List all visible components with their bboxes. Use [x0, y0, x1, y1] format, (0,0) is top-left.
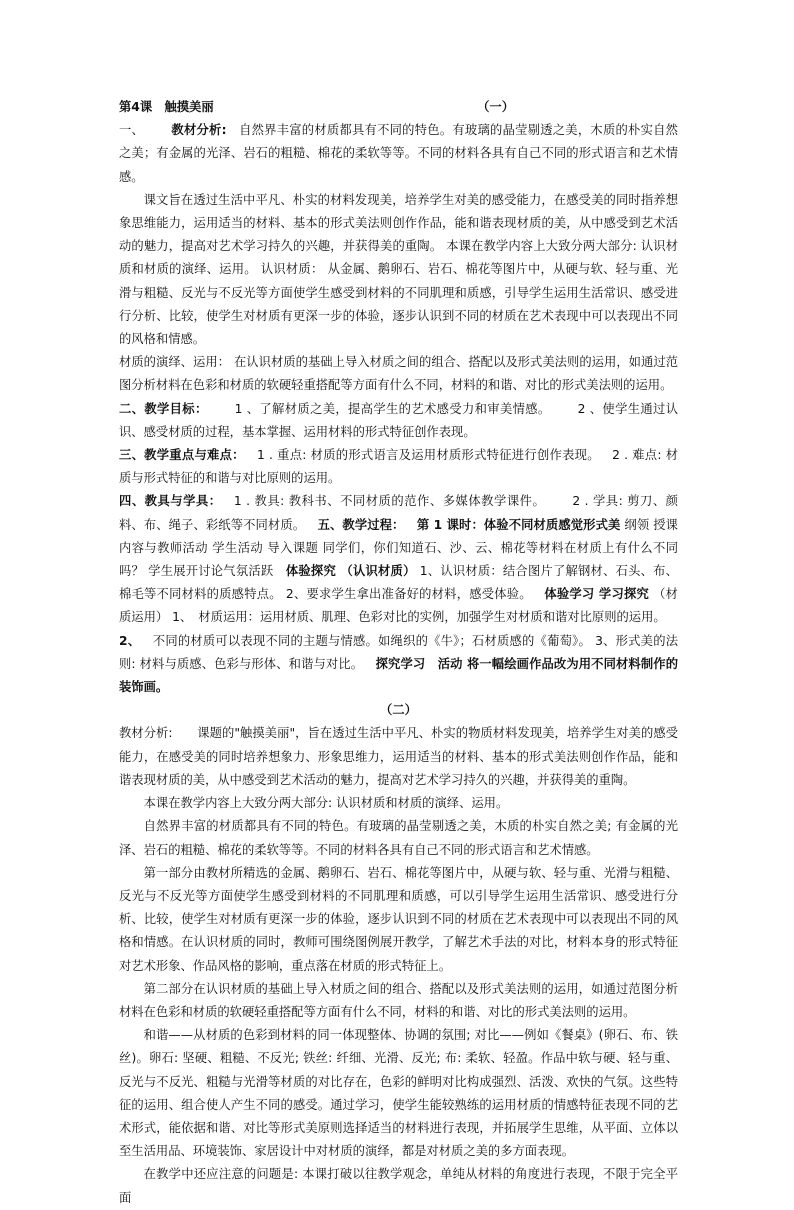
section-teaching-aids	[119, 490, 678, 699]
section-heading: 二、教学目标：	[119, 401, 208, 416]
lesson-outline: 纲领 授课内容与教师活动 学生活动 导入课题 同学们，你们知道石、沙、云、棉花等材料在材质上有什么不同吗？ 学生展开讨论气氛活跃	[119, 517, 678, 579]
paragraph-part-two-section-two: 第二部分在认识材质的基础上导入材质之间的组合、搭配以及形式美法则的运用，如通过范图分析材料在色彩和材质的软硬轻重搭配等方面有什么不同，材料的和谐、对比的形式美法则的运用。	[119, 981, 678, 1019]
section-heading: 五、教学过程：	[317, 517, 405, 532]
explore-one-text: 1、认识材质：结合图片了解钢材、石头、布、棉毛等不同材料的质感特点。 2、要求学生拿出准备好的材料，感受体验。	[119, 564, 678, 602]
section-heading: 四、教具与学具：	[119, 494, 222, 509]
paragraph-lesson-intent: 课文旨在透过生活中平凡、朴实的材料发现美，培养学生对美的感受能力，在感受美的同时指养想象思维能力，运用适当的材料、基本的形式美法则创作作品，能和谐表现材质的美，从中感受到艺术活动的魅力，提高对艺术学习持久的兴趣，并获得美的重陶。 本课在教学内容上大致分两大部分: 认识材质和材质的演绎、运用。 认识材质： 从金属、鹅卵石、岩石、棉花等图片中，从硬与软、轻与重、光滑与粗糙、反光与不反光等方面使学生感受到材料的不同肌理和质感，引导学生运用生活常识、感受进行分析、比较，使学生对材质有更深一步的体验，逐步认识到不同的材质在艺术表现中可以表现出不同的风格和情感。	[119, 192, 678, 347]
section-number: 一、	[119, 123, 145, 138]
section-heading: 教材分析:	[171, 123, 227, 138]
section-key-points	[119, 444, 678, 490]
practice-activity: 探究学习 活动 将一幅绘画作品改为用不同材料制作的装饰画。	[119, 656, 678, 695]
item-two-number: 2、	[119, 633, 141, 648]
student-aids: 2 . 学具: 剪刀、颜料、布、绳子、彩纸等不同材质。	[119, 494, 678, 532]
paragraph-part-two-nature: 自然界丰富的材质都具有不同的特色。有玻璃的晶莹剔透之美，木质的朴实自然之美; 有金属的光泽、岩石的粗糙、棉花的柔软等等。不同的材料各具有自己不同的形式语言和艺术情感。	[119, 819, 678, 857]
lesson-title: 第4课 触摸美丽	[119, 100, 214, 114]
goal-item: 1 、了解材质之美，提高学生的艺术感受力和审美情感。	[234, 401, 551, 416]
explore-two-text: （材质运用） 1、 材质运用：运用材质、肌理、色彩对比的实例，加强学生对材质和谐对比原则的运用。	[119, 587, 678, 625]
explore-two-heading: 体验学习 学习探究	[544, 587, 650, 602]
teacher-aids: 1 . 教具: 教科书、不同材质的范作、多媒体教学课件。	[233, 494, 546, 509]
key-point: 1 . 重点: 材质的形式语言及运用材质形式特征进行创作表现。	[257, 448, 600, 463]
part-one-label: （一）	[477, 100, 514, 114]
goal-item: 2 、使学生通过认识、感受材质的过程，基本掌握、运用材料的形式特征创作表现。	[119, 401, 679, 439]
item-two-text: 不同的材质可以表现不同的主题与情感。如绳织的《牛》；石材质感的《葡萄》。 3、形式美的法则: 材料与质感、色彩与形体、和谐与对比。	[119, 633, 679, 671]
explore-one-heading: 体验探究 （认识材质）	[285, 564, 416, 579]
hour-one-title: 第 1 课时：体验不同材质感觉形式美	[416, 517, 621, 532]
section-material-analysis	[119, 119, 678, 189]
paragraph-material-application: 材质的演绎、运用： 在认识材质的基础上导入材质之间的组合、搭配以及形式美法则的运用，如通过范图分析材料在色彩和材质的软硬轻重搭配等方面有什么不同，材料的和谐、对比的形式美法则的运用。	[119, 355, 678, 393]
difficult-point: 2 . 难点: 材质与形式特征的和谐与对比原则的运用。	[119, 448, 679, 486]
paragraph-part-two-section-one: 第一部分由教材所精选的金属、鹅卵石、岩石、棉花等图片中，从硬与软、轻与重、光滑与粗糙、反光与不反光等方面使学生感受到材料的不同肌理和质感，可以引导学生运用生活常识、感受进行分析、比较，使学生对材质有更深一步的体验，逐步认识到不同的材质在艺术表现中可以表现出不同的风格和情感。在认识材质的同时，教师可围绕图例展开教学，了解艺术手法的对比，材料本身的形式特征对艺术形象、作品风格的影响，重点落在材质的形式特征上。	[119, 865, 678, 973]
part-two-label: （二）	[380, 703, 417, 718]
paragraph-teaching-note: 在教学中还应注意的问题是: 本课打破以往教学观念，单纯从材料的角度进行表现，不限于完全平面	[119, 1167, 678, 1205]
paragraph-part-two-analysis: 教材分析: 课题的"触摸美丽"，旨在透过生活中平凡、朴实的物质材料发现美，培养学生对美的感受能力，在感受美的同时培养想象力、形象思维力，运用适当的材料、基本的形式美法则创作作品，能和谐表现材质的美，从中感受到艺术活动的魅力，提高对艺术学习持久的兴趣，并获得美的重陶。	[119, 726, 678, 787]
lesson-title-row	[119, 96, 678, 119]
section-teaching-goals	[119, 398, 678, 444]
paragraph-harmony-contrast: 和谐——从材质的色彩到材料的同一体现整体、协调的氛围; 对比——例如《餐桌》(卵石、布、铁丝)。卵石: 坚硬、粗糙、不反光; 铁丝: 纤细、光滑、反光; 布: 柔软、轻盈。作品中软与硬、轻与重、反光与不反光、粗糙与光滑等材质的对比存在，色彩的鲜明对比构成强烈、活泼、欢快的气氛。这些特征的运用、组合使人产生不同的感受。通过学习，使学生能较熟练的运用材质的情感特征表现不同的艺术形式，能依据和谐、对比等形式美原则选择适当的材料进行表现，并拓展学生思维，从平面、立体以至生活用品、环境装饰、家居设计中对材质的演绎，都是对材质之美的多方面表现。	[119, 1028, 678, 1159]
document-page	[119, 96, 678, 1210]
paragraph-part-two-content: 本课在教学内容上大致分两大部分: 认识材质和材质的演绎、运用。	[143, 796, 509, 811]
section-text: 自然界丰富的材质都具有不同的特色。有玻璃的晶莹剔透之美，木质的朴实自然之美；有金属的光泽、岩石的粗糙、棉花的柔软等等。不同的材料各具有自己不同的形式语言和艺术情感。	[119, 123, 678, 184]
section-heading: 三、教学重点与难点：	[119, 448, 245, 463]
